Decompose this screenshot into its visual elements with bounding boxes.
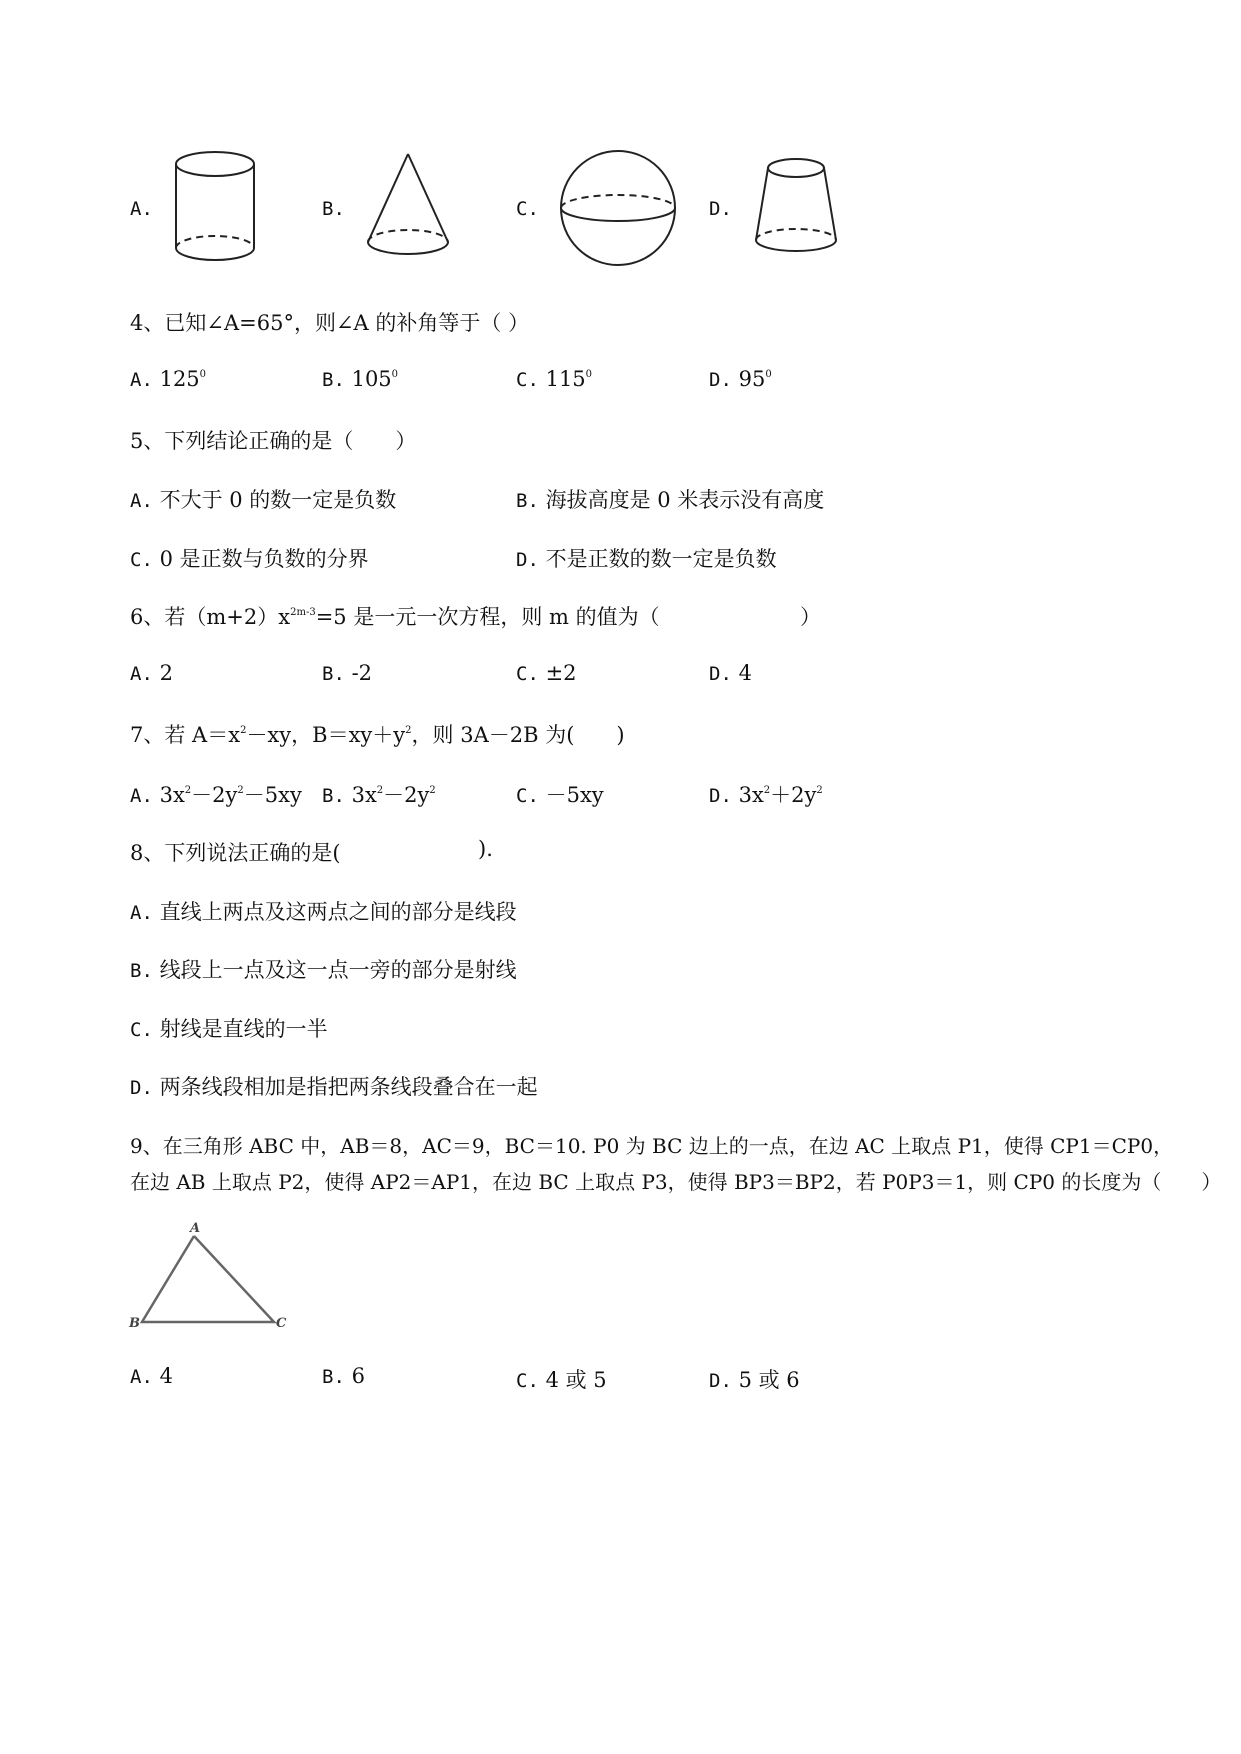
q9-option-a: A. 4 bbox=[130, 1364, 173, 1388]
q7-option-c: C. －5xy bbox=[516, 783, 604, 807]
q6-option-a: A. 2 bbox=[130, 661, 173, 685]
q7-number: 7、 bbox=[130, 723, 165, 747]
question-5-stem bbox=[130, 425, 416, 455]
q4-number: 4、 bbox=[130, 311, 165, 335]
q7-option-d: D. $3x^2+2y^2$ bbox=[709, 783, 823, 807]
q5-text: 下列结论正确的是（ ） bbox=[164, 429, 417, 453]
q5-number: 5、 bbox=[130, 429, 165, 453]
q6-close-paren: ） bbox=[800, 605, 821, 629]
question-6-stem: 6、若$(m+2)x^{2m-3}=5$ 是一元一次方程，则 m 的值为（ bbox=[130, 605, 660, 629]
q6-option-b: B. -2 bbox=[322, 661, 373, 685]
q6-exponent: 2m-3 bbox=[290, 607, 316, 618]
q8-close-paren: ). bbox=[478, 837, 493, 861]
q6-number: 6、 bbox=[130, 605, 165, 629]
q5-option-b: B. 海拔高度是 0 米表示没有高度 bbox=[516, 488, 825, 512]
q6-option-d: D. 4 bbox=[709, 661, 752, 685]
q9-option-c: C. 4 或 5 bbox=[516, 1368, 607, 1392]
q7-option-b: B. $3x^2-2y^2$ bbox=[322, 783, 436, 807]
q3-option-c-label: C. bbox=[516, 198, 539, 220]
frustum-figure bbox=[748, 154, 844, 260]
vertex-a-label: A bbox=[190, 1221, 201, 1236]
q4-option-b: B. $105^0$ bbox=[322, 367, 399, 391]
question-9-stem-line1: 9、在三角形 ABC 中，AB＝8，AC＝9，BC＝10. P0 为 BC 边上的一点，在边 AC 上取点 P1，使得 CP1＝CP0， bbox=[130, 1134, 1174, 1158]
q5-option-a: A. 不大于 0 的数一定是负数 bbox=[130, 488, 397, 512]
triangle-abc-figure bbox=[128, 1218, 292, 1334]
q8-option-a: A. 直线上两点及这两点之间的部分是线段 bbox=[130, 900, 517, 924]
q4-text: 已知∠A=65°，则∠A 的补角等于（ ） bbox=[164, 311, 530, 335]
q8-option-c: C. 射线是直线的一半 bbox=[130, 1017, 328, 1041]
q7-option-a: A. $3x^2-2y^2-5xy$ bbox=[130, 783, 302, 807]
q4-option-c: C. $115^0$ bbox=[516, 367, 593, 391]
q5-option-d: D. 不是正数的数一定是负数 bbox=[516, 547, 777, 571]
q5-option-c: C. 0 是正数与负数的分界 bbox=[130, 547, 369, 571]
q6-option-c: C. ±2 bbox=[516, 661, 577, 685]
q9-option-b: B. 6 bbox=[322, 1364, 365, 1388]
q8-number: 8、 bbox=[130, 841, 165, 865]
q9-number: 9、 bbox=[130, 1134, 163, 1158]
question-8-stem: 8、下列说法正确的是( bbox=[130, 841, 341, 865]
cone-figure bbox=[362, 150, 454, 262]
sphere-figure bbox=[556, 146, 680, 270]
question-4-stem bbox=[130, 307, 529, 337]
question-7-stem: 7、若 $A=x^2-xy$，$B=xy+y^2$，则 3A－2B 为( ) bbox=[130, 723, 625, 747]
vertex-b-label: B bbox=[129, 1316, 140, 1331]
q8-option-d: D. 两条线段相加是指把两条线段叠合在一起 bbox=[130, 1075, 538, 1099]
q4-option-d: D. $95^0$ bbox=[709, 367, 772, 391]
q9-option-d: D. 5 或 6 bbox=[709, 1368, 800, 1392]
q4-option-a: A. $125^0$ bbox=[130, 367, 207, 391]
question-9-stem-line2: 在边 AB 上取点 P2，使得 AP2＝AP1，在边 BC 上取点 P3，使得 BP3＝BP2，若 P0P3＝1，则 CP0 的长度为（ ） bbox=[130, 1170, 1222, 1194]
q8-option-b: B. 线段上一点及这一点一旁的部分是射线 bbox=[130, 958, 517, 982]
q3-option-b-label: B. bbox=[322, 198, 345, 220]
cylinder-figure bbox=[170, 148, 262, 268]
q3-option-a-label: A. bbox=[130, 198, 153, 220]
q3-option-d-label: D. bbox=[709, 198, 732, 220]
vertex-c-label: C bbox=[276, 1316, 287, 1331]
